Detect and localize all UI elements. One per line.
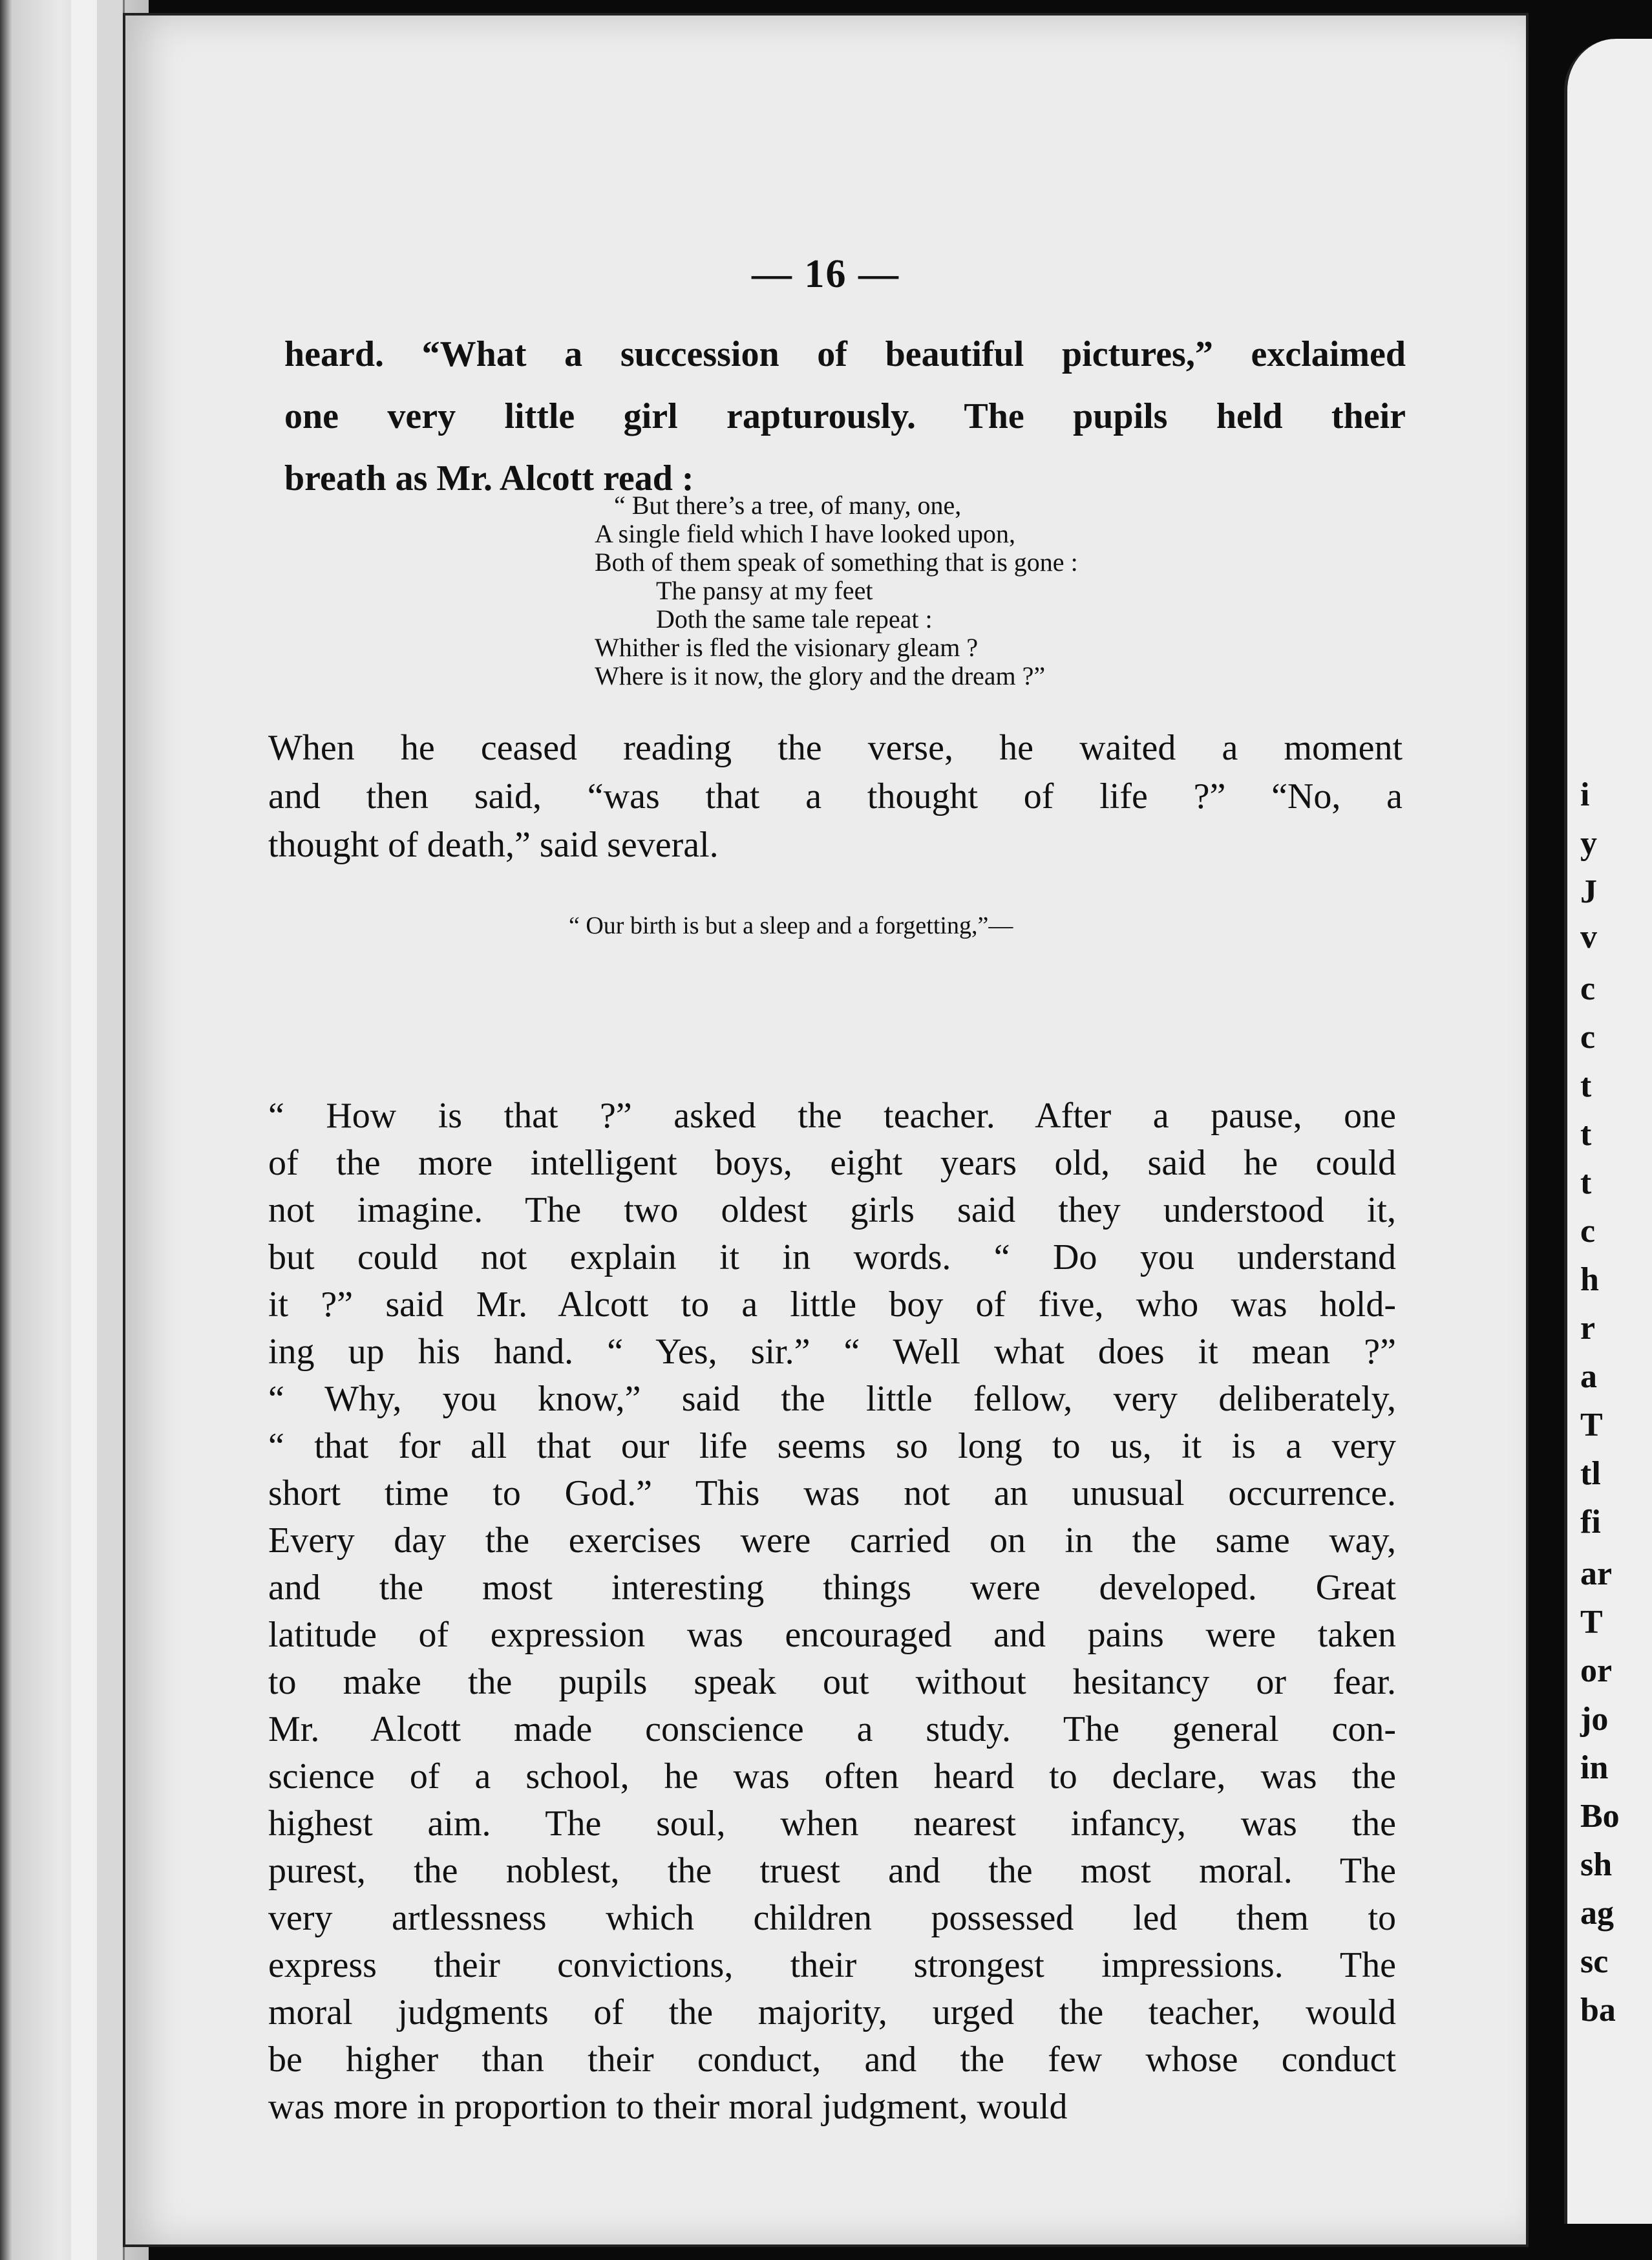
- fragment-text: c: [1580, 970, 1596, 1007]
- fragment-text: t: [1580, 1067, 1592, 1104]
- fragment-text: T: [1580, 1604, 1603, 1641]
- page-stack-edge: [97, 0, 125, 2260]
- text-line: moral judgments of the majority, urged the teacher, would: [268, 1992, 1396, 2032]
- poem-line: Both of them speak of something that is gone :: [595, 548, 1078, 577]
- text-line: be higher than their conduct, and the few whose conduct: [268, 2040, 1396, 2080]
- poem-line: A single field which I have looked upon,: [595, 519, 1015, 548]
- fragment-text: i: [1580, 776, 1590, 813]
- fragment-text: T: [1580, 1407, 1603, 1444]
- text-line: Every day the exercises were carried on in the same way,: [268, 1520, 1396, 1561]
- text-line: and then said, “was that a thought of life ?” “No, a: [268, 776, 1403, 816]
- fragment-text: Bo: [1580, 1798, 1620, 1835]
- fragment-text: v: [1580, 919, 1597, 955]
- fragment-text: or: [1580, 1652, 1613, 1689]
- text-line: one very little girl rapturously. The pupils held their: [284, 396, 1406, 436]
- fragment-text: sh: [1580, 1846, 1613, 1883]
- text-line: When he ceased reading the verse, he waited a moment: [268, 728, 1403, 768]
- poem-line: Doth the same tale repeat :: [656, 604, 933, 634]
- text-line: “ How is that ?” asked the teacher. After a pause, one: [268, 1096, 1396, 1136]
- poem-line: Where is it now, the glory and the dream ?”: [595, 661, 1046, 690]
- adjacent-page-edge: [1564, 39, 1652, 2224]
- fragment-text: tl: [1580, 1455, 1601, 1492]
- text-line: and the most interesting things were developed. Great: [268, 1568, 1396, 1608]
- fragment-text: y: [1580, 825, 1597, 862]
- fragment-text: ag: [1580, 1895, 1614, 1932]
- fragment-text: t: [1580, 1116, 1592, 1153]
- text-line: express their convictions, their strongest impressions. The: [268, 1945, 1396, 1985]
- poem-stanza: [595, 491, 1078, 690]
- fragment-text: fi: [1580, 1504, 1601, 1540]
- text-line: “ that for all that our life seems so long to us, it is a very: [268, 1426, 1396, 1466]
- paragraph-1: [284, 323, 1406, 509]
- page-number: — 16 —: [752, 252, 900, 296]
- text-line: it ?” said Mr. Alcott to a little boy of five, who was hold-: [268, 1285, 1396, 1325]
- fragment-text: J: [1580, 873, 1597, 910]
- fragment-text: a: [1580, 1358, 1597, 1395]
- poem-line: “ But there’s a tree, of many, one,: [614, 491, 962, 520]
- text-line: science of a school, he was often heard to declare, was the: [268, 1756, 1396, 1796]
- fragment-text: jo: [1580, 1701, 1609, 1738]
- text-line: thought of death,” said several.: [268, 825, 719, 865]
- poem-line: Whither is fled the visionary gleam ?: [595, 633, 979, 662]
- fragment-text: ar: [1580, 1555, 1613, 1592]
- text-line: very artlessness which children possessed led them to: [268, 1898, 1396, 1938]
- text-line: to make the pupils speak out without hesitancy or fear.: [268, 1662, 1396, 1702]
- text-line: short time to God.” This was not an unusual occurrence.: [268, 1473, 1396, 1513]
- paragraph-3: [268, 1093, 1396, 2131]
- paragraph-2: [268, 724, 1403, 869]
- text-line: but could not explain it in words. “ Do you understand: [268, 1237, 1396, 1277]
- fragment-text: h: [1580, 1261, 1599, 1298]
- text-line: breath as Mr. Alcott read :: [284, 458, 694, 498]
- fragment-text: c: [1580, 1213, 1596, 1250]
- text-line: “ Why, you know,” said the little fellow, very deliberately,: [268, 1379, 1396, 1419]
- fragment-text: in: [1580, 1749, 1609, 1786]
- text-line: latitude of expression was encouraged and pains were taken: [268, 1615, 1396, 1655]
- text-line: Mr. Alcott made conscience a study. The general con-: [268, 1709, 1396, 1749]
- text-line: was more in proportion to their moral judgment, would: [268, 2087, 1068, 2127]
- text-line: purest, the noblest, the truest and the most moral. The: [268, 1851, 1396, 1891]
- text-line: of the more intelligent boys, eight years old, said he could: [268, 1143, 1396, 1183]
- quoted-verse: “ Our birth is but a sleep and a forgetting,”—: [569, 912, 1013, 939]
- fragment-text: t: [1580, 1164, 1592, 1201]
- text-line: not imagine. The two oldest girls said they understood it,: [268, 1190, 1396, 1230]
- text-line: heard. “What a succession of beautiful pictures,” exclaimed: [284, 334, 1406, 374]
- text-line: ing up his hand. “ Yes, sir.” “ Well what does it mean ?”: [268, 1332, 1396, 1372]
- fragment-text: c: [1580, 1019, 1596, 1056]
- poem-line: The pansy at my feet: [656, 576, 873, 605]
- fragment-text: r: [1580, 1310, 1596, 1347]
- fragment-text: sc: [1580, 1943, 1609, 1980]
- text-line: highest aim. The soul, when nearest infancy, was the: [268, 1804, 1396, 1844]
- fragment-text: ba: [1580, 1992, 1616, 2029]
